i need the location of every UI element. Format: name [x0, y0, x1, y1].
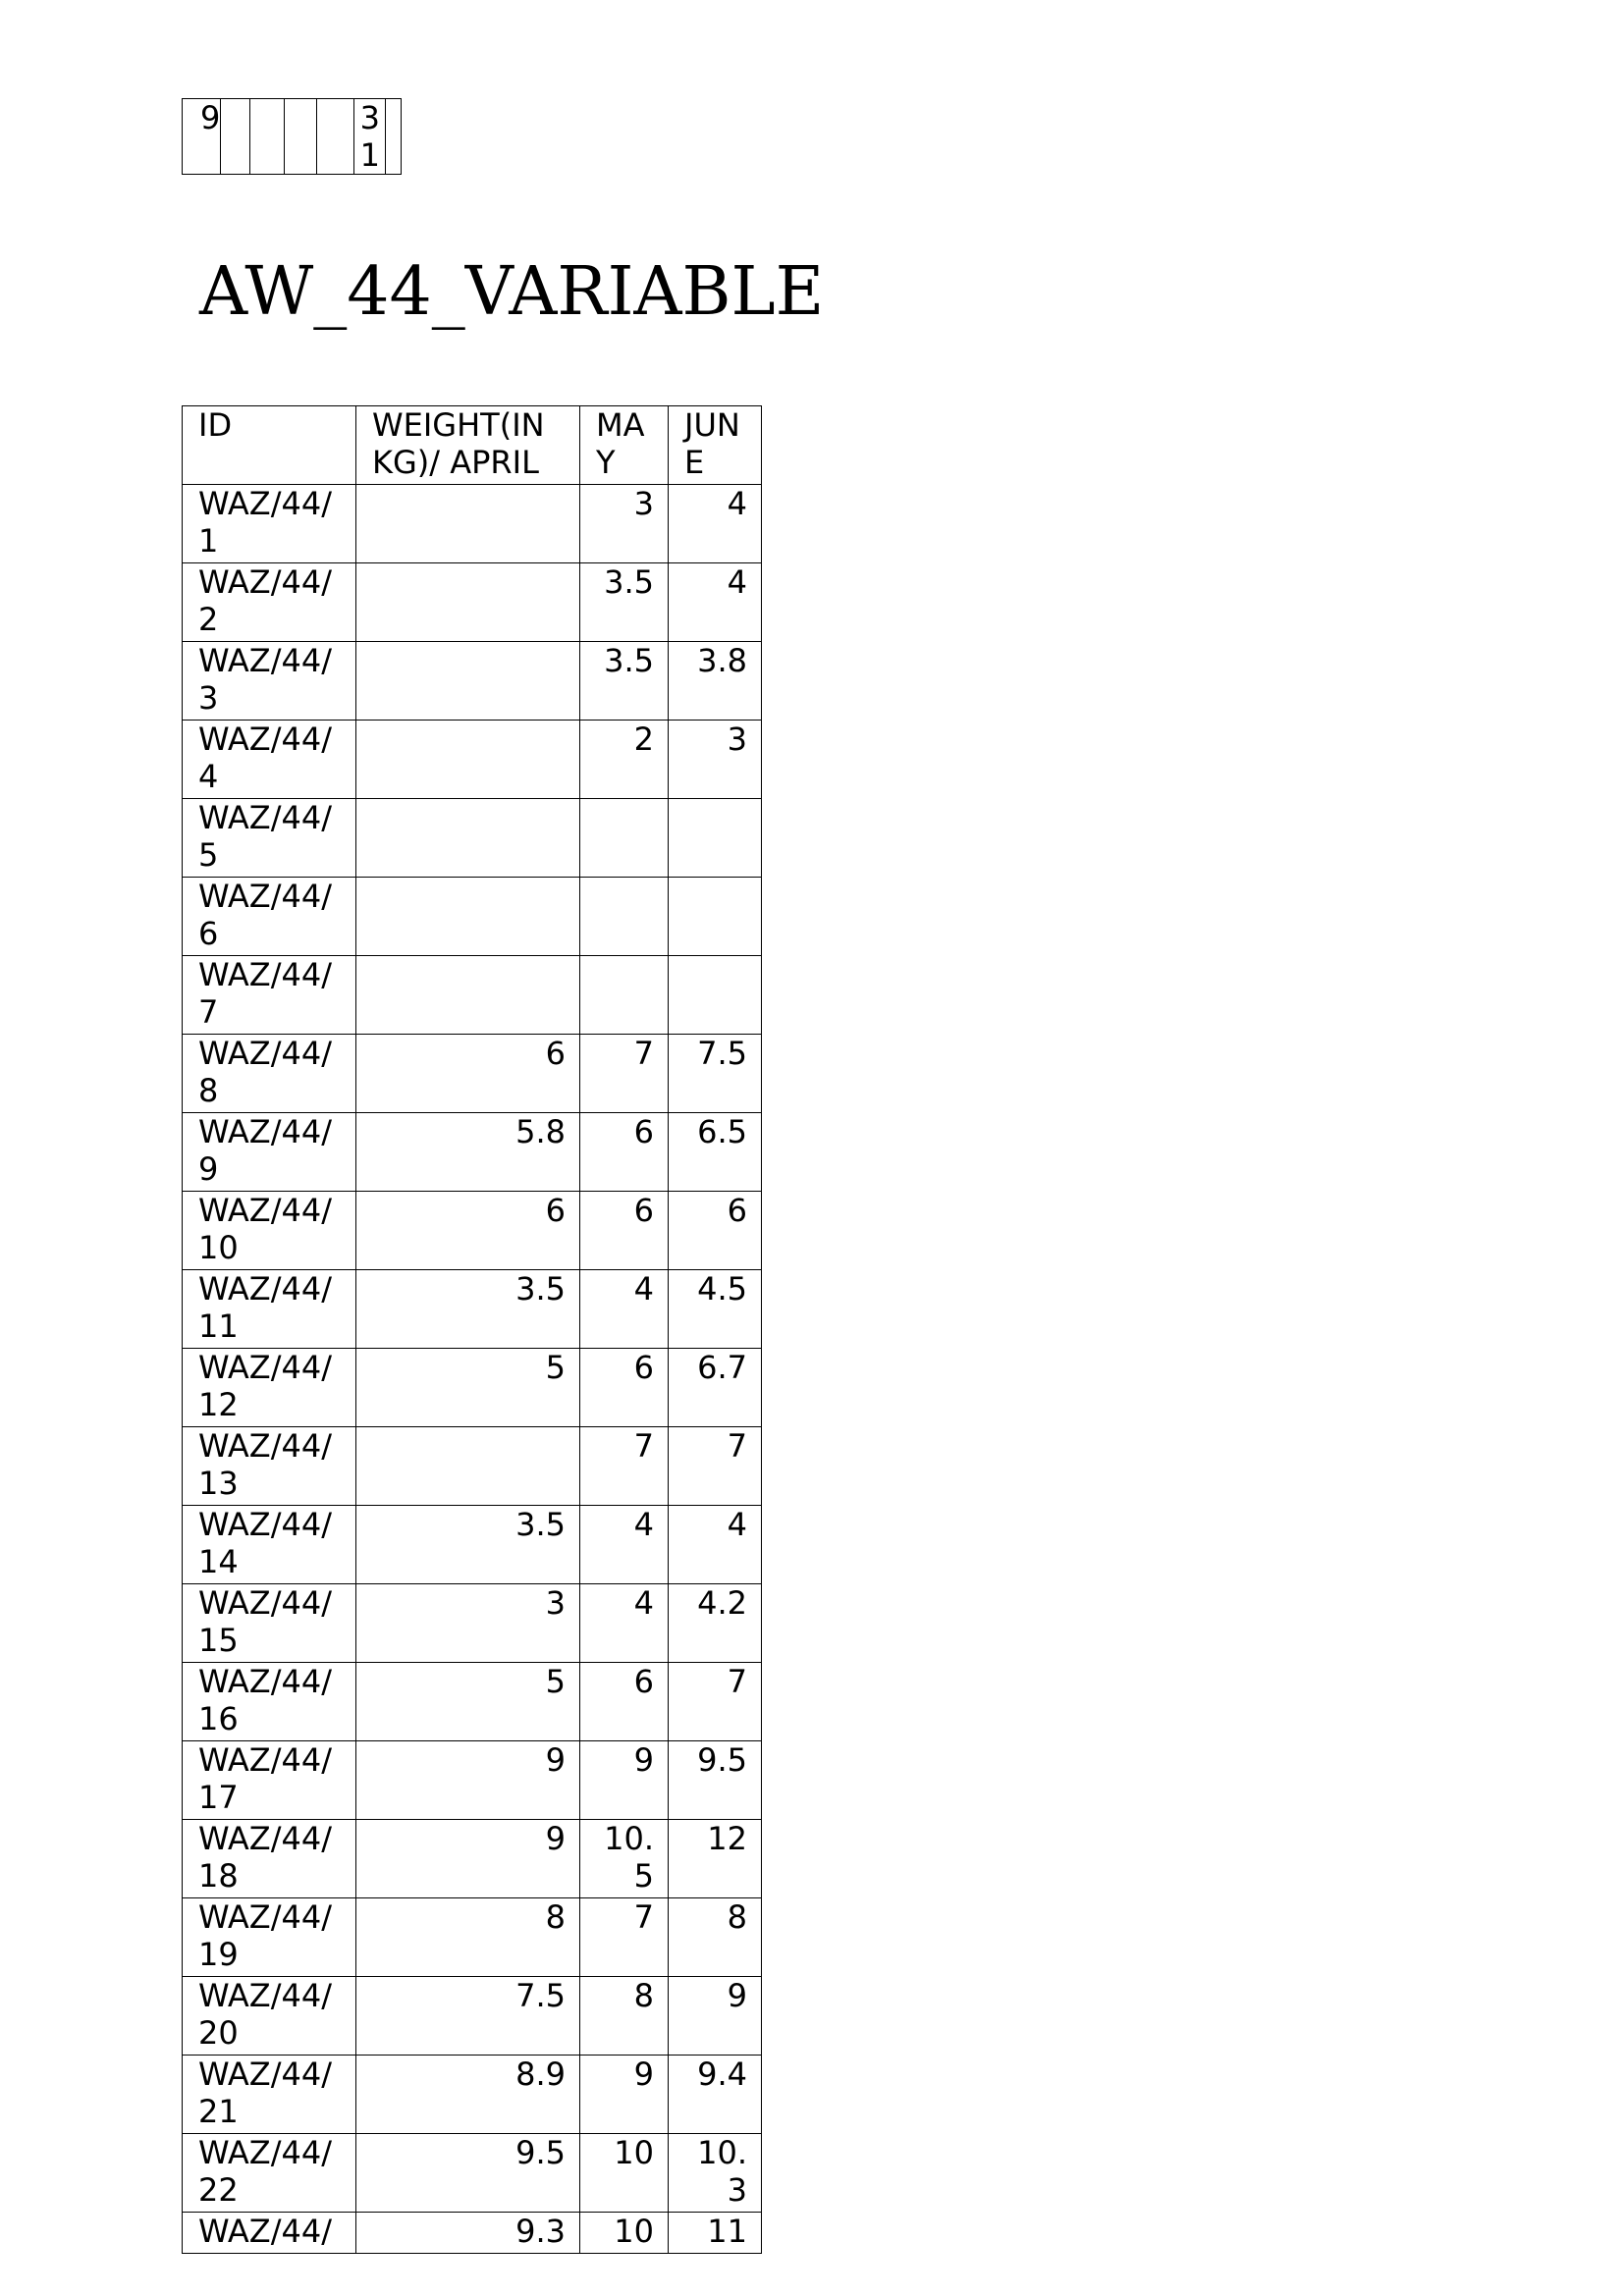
- cell-april: 7.5: [356, 1977, 580, 2056]
- cell-april: [356, 721, 580, 799]
- cell-id: WAZ/44/: [183, 2213, 356, 2254]
- cell-june: [669, 878, 762, 956]
- cell-id: WAZ/44/15: [183, 1584, 356, 1663]
- cell-april: [356, 563, 580, 642]
- cell-may: 8: [580, 1977, 669, 2056]
- cell-april: 5.8: [356, 1113, 580, 1192]
- cell-april: 8: [356, 1898, 580, 1977]
- cell-june: 4: [669, 1506, 762, 1584]
- cell-may: 4: [580, 1506, 669, 1584]
- cell-may: 3.5: [580, 642, 669, 721]
- cell-id: WAZ/44/8: [183, 1035, 356, 1113]
- cell-june: 6.7: [669, 1349, 762, 1427]
- header-box-right-value-bottom: 1: [359, 136, 381, 174]
- header-box-left-value: 9: [200, 99, 221, 136]
- cell-june: 9.4: [669, 2056, 762, 2134]
- cell-june: [669, 956, 762, 1035]
- cell-may: 10: [580, 2134, 669, 2213]
- table-row: [183, 721, 762, 799]
- table-row: [183, 1113, 762, 1192]
- header-box-cell: [285, 99, 317, 175]
- cell-april: [356, 485, 580, 563]
- cell-april: [356, 956, 580, 1035]
- cell-april: 9.3: [356, 2213, 580, 2254]
- cell-june: 4.2: [669, 1584, 762, 1663]
- cell-id: WAZ/44/14: [183, 1506, 356, 1584]
- cell-june: 3: [669, 721, 762, 799]
- header-id: ID: [183, 406, 356, 485]
- cell-may: 3: [580, 485, 669, 563]
- table-row: [183, 2056, 762, 2134]
- cell-june: 9.5: [669, 1741, 762, 1820]
- cell-may: [580, 878, 669, 956]
- cell-june: 4: [669, 485, 762, 563]
- cell-april: 8.9: [356, 2056, 580, 2134]
- cell-april: 9: [356, 1820, 580, 1898]
- table-row: [183, 1270, 762, 1349]
- table-row: [183, 563, 762, 642]
- document-title: AW_44_VARIABLE: [199, 253, 825, 331]
- table-row: [183, 1035, 762, 1113]
- header-box-cell: [221, 99, 250, 175]
- table-row: [183, 1663, 762, 1741]
- cell-id: WAZ/44/10: [183, 1192, 356, 1270]
- cell-april: [356, 642, 580, 721]
- header-june: JUNE: [669, 406, 762, 485]
- cell-id: WAZ/44/22: [183, 2134, 356, 2213]
- cell-may: [580, 799, 669, 878]
- cell-may: 10: [580, 2213, 669, 2254]
- cell-april: 5: [356, 1663, 580, 1741]
- cell-id: WAZ/44/18: [183, 1820, 356, 1898]
- cell-may: 9: [580, 1741, 669, 1820]
- cell-april: 9.5: [356, 2134, 580, 2213]
- table-row: [183, 1584, 762, 1663]
- cell-id: WAZ/44/7: [183, 956, 356, 1035]
- header-may: MAY: [580, 406, 669, 485]
- cell-id: WAZ/44/13: [183, 1427, 356, 1506]
- cell-june: 6.5: [669, 1113, 762, 1192]
- table-row: [183, 1977, 762, 2056]
- header-box-cell: [250, 99, 285, 175]
- table-row: [183, 956, 762, 1035]
- cell-id: WAZ/44/9: [183, 1113, 356, 1192]
- cell-april: 6: [356, 1035, 580, 1113]
- table-row: [183, 1820, 762, 1898]
- table-row: [183, 485, 762, 563]
- cell-june: 7: [669, 1663, 762, 1741]
- cell-may: 6: [580, 1663, 669, 1741]
- cell-id: WAZ/44/11: [183, 1270, 356, 1349]
- cell-april: 5: [356, 1349, 580, 1427]
- table-row: [183, 1192, 762, 1270]
- cell-april: 3.5: [356, 1506, 580, 1584]
- cell-june: 7.5: [669, 1035, 762, 1113]
- weight-table: [182, 405, 762, 2254]
- cell-may: 4: [580, 1270, 669, 1349]
- table-row: [183, 1349, 762, 1427]
- table-row: [183, 1898, 762, 1977]
- cell-id: WAZ/44/2: [183, 563, 356, 642]
- cell-id: WAZ/44/12: [183, 1349, 356, 1427]
- header-box-table: [182, 98, 402, 175]
- cell-id: WAZ/44/17: [183, 1741, 356, 1820]
- cell-june: 4: [669, 563, 762, 642]
- cell-june: 9: [669, 1977, 762, 2056]
- header-box-cell: [317, 99, 354, 175]
- cell-id: WAZ/44/20: [183, 1977, 356, 2056]
- cell-april: [356, 1427, 580, 1506]
- cell-june: 4.5: [669, 1270, 762, 1349]
- table-row: [183, 2134, 762, 2213]
- cell-id: WAZ/44/19: [183, 1898, 356, 1977]
- cell-may: 6: [580, 1349, 669, 1427]
- header-box-row: [183, 99, 402, 175]
- cell-id: WAZ/44/21: [183, 2056, 356, 2134]
- cell-may: 6: [580, 1113, 669, 1192]
- cell-may: 10.5: [580, 1820, 669, 1898]
- cell-may: 4: [580, 1584, 669, 1663]
- table-row: [183, 1741, 762, 1820]
- cell-id: WAZ/44/16: [183, 1663, 356, 1741]
- cell-june: 8: [669, 1898, 762, 1977]
- cell-june: 12: [669, 1820, 762, 1898]
- table-row: [183, 642, 762, 721]
- header-box-cell: [183, 99, 221, 175]
- cell-june: 11: [669, 2213, 762, 2254]
- cell-june: 7: [669, 1427, 762, 1506]
- cell-june: 6: [669, 1192, 762, 1270]
- cell-id: WAZ/44/1: [183, 485, 356, 563]
- table-row: [183, 1506, 762, 1584]
- cell-june: 10.3: [669, 2134, 762, 2213]
- cell-id: WAZ/44/6: [183, 878, 356, 956]
- cell-id: WAZ/44/5: [183, 799, 356, 878]
- header-april: WEIGHT(IN KG)/ APRIL: [356, 406, 580, 485]
- cell-may: 7: [580, 1035, 669, 1113]
- table-row: [183, 2213, 762, 2254]
- cell-april: [356, 878, 580, 956]
- cell-april: 9: [356, 1741, 580, 1820]
- table-row: [183, 1427, 762, 1506]
- cell-may: 7: [580, 1898, 669, 1977]
- cell-april: 3.5: [356, 1270, 580, 1349]
- cell-may: 6: [580, 1192, 669, 1270]
- header-box-cell: [386, 99, 402, 175]
- cell-id: WAZ/44/3: [183, 642, 356, 721]
- table-row: [183, 799, 762, 878]
- cell-may: 7: [580, 1427, 669, 1506]
- cell-may: [580, 956, 669, 1035]
- header-box-right-value-top: 3: [359, 99, 381, 136]
- table-header-row: [183, 406, 762, 485]
- cell-april: 6: [356, 1192, 580, 1270]
- cell-june: [669, 799, 762, 878]
- cell-may: 2: [580, 721, 669, 799]
- cell-id: WAZ/44/4: [183, 721, 356, 799]
- cell-may: 9: [580, 2056, 669, 2134]
- cell-may: 3.5: [580, 563, 669, 642]
- cell-april: 3: [356, 1584, 580, 1663]
- cell-april: [356, 799, 580, 878]
- header-box-cell: [354, 99, 386, 175]
- cell-june: 3.8: [669, 642, 762, 721]
- table-row: [183, 878, 762, 956]
